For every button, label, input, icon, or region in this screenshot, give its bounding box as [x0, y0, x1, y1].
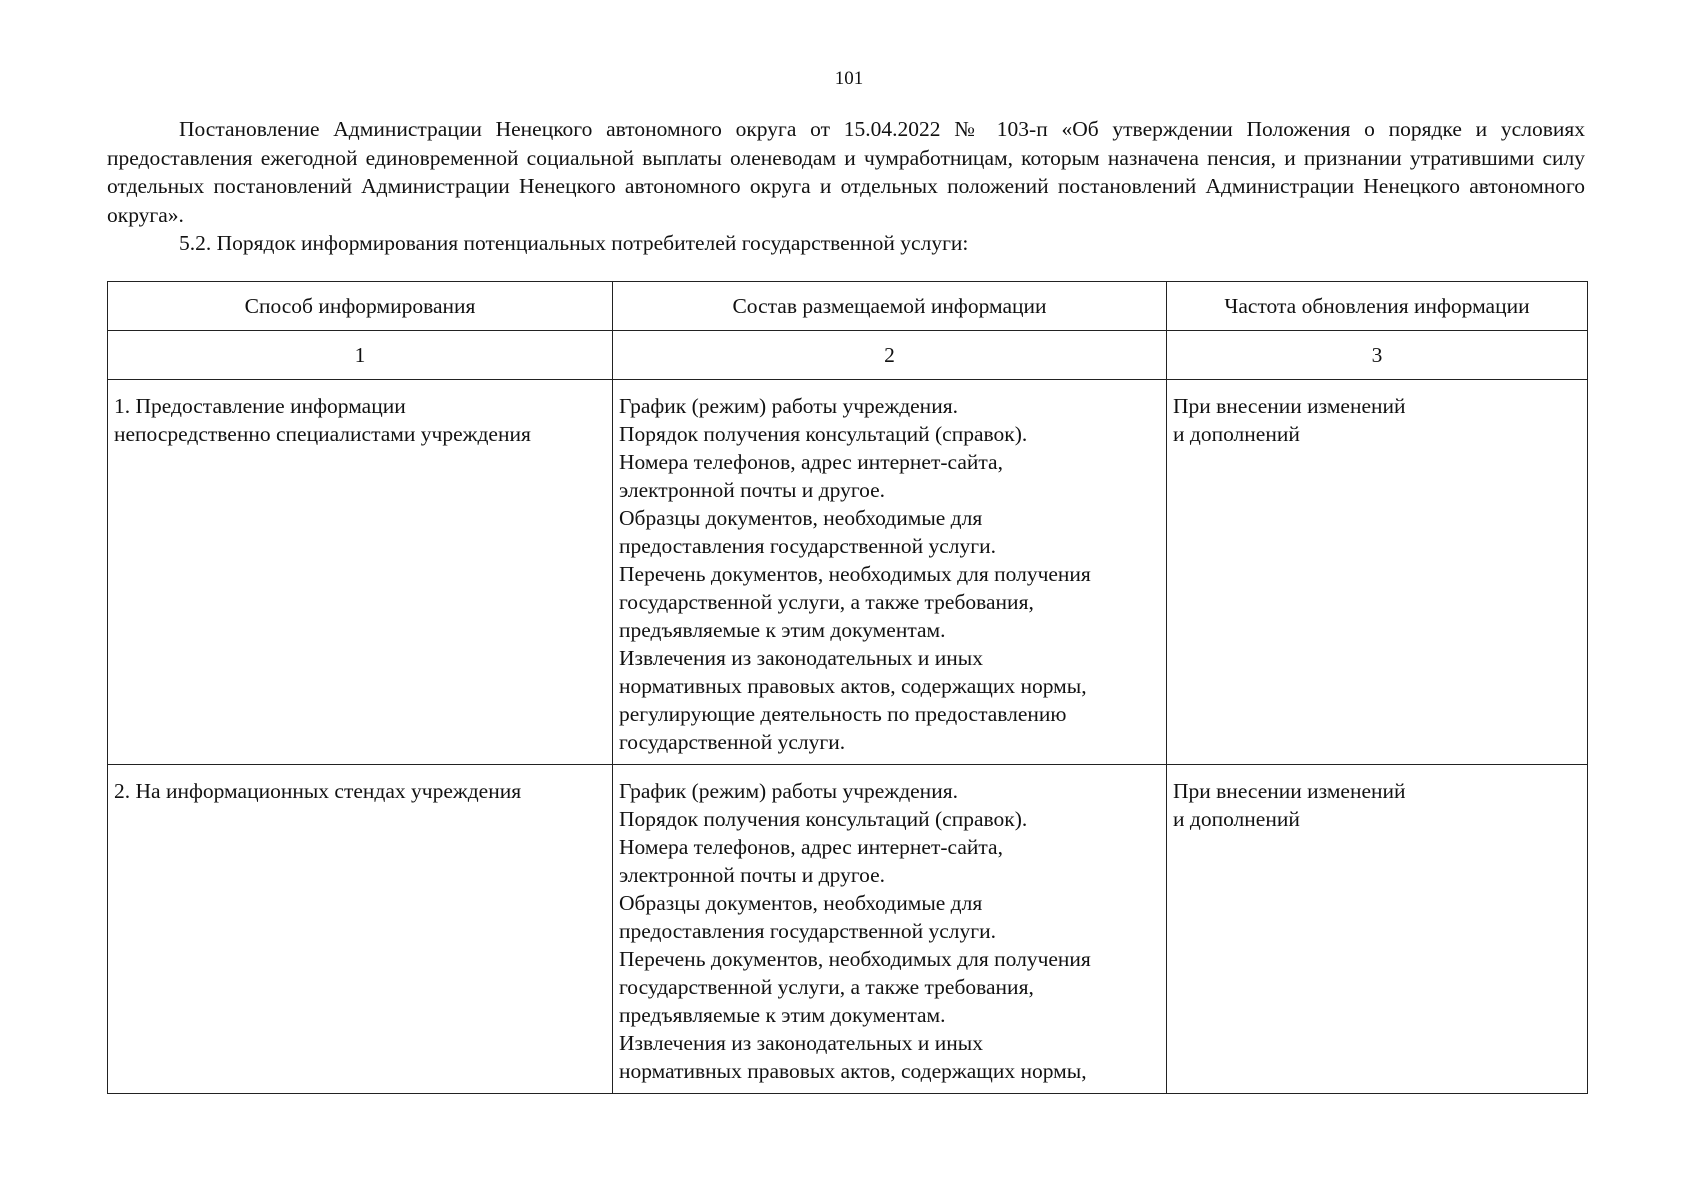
header-method: Способ информирования	[108, 282, 613, 331]
table-header-row	[108, 282, 1588, 331]
cell-line: государственной услуги.	[619, 730, 846, 754]
table-row	[108, 765, 1588, 1094]
column-number-2: 2	[613, 331, 1167, 380]
cell-frequency	[1167, 765, 1588, 1094]
column-number-1: 1	[108, 331, 613, 380]
cell-line: Извлечения из законодательных и иных	[619, 1031, 983, 1055]
cell-line: регулирующие деятельность по предоставлению	[619, 702, 1067, 726]
section-heading: 5.2. Порядок информирования потенциальных потребителей государственной услуги:	[179, 231, 969, 255]
cell-line: Перечень документов, необходимых для получения	[619, 947, 1091, 971]
cell-line: При внесении изменений	[1173, 779, 1406, 803]
cell-line: 1. Предоставление информации	[114, 394, 406, 418]
cell-line: Образцы документов, необходимые для	[619, 506, 983, 530]
cell-line: При внесении изменений	[1173, 394, 1406, 418]
cell-line: График (режим) работы учреждения.	[619, 394, 958, 418]
cell-content	[613, 380, 1167, 765]
cell-content	[613, 765, 1167, 1094]
cell-line: предъявляемые к этим документам.	[619, 1003, 946, 1027]
cell-method	[108, 765, 613, 1094]
cell-line: предоставления государственной услуги.	[619, 534, 996, 558]
cell-line: 2. На информационных стендах учреждения	[114, 779, 522, 803]
page-number: 101	[834, 68, 864, 89]
cell-line: Порядок получения консультаций (справок).	[619, 422, 1028, 446]
cell-line: Номера телефонов, адрес интернет-сайта,	[619, 450, 1003, 474]
cell-line: и дополнений	[1173, 422, 1300, 446]
table-row	[108, 380, 1588, 765]
cell-line: нормативных правовых актов, содержащих нормы,	[619, 674, 1087, 698]
cell-line: Порядок получения консультаций (справок).	[619, 807, 1028, 831]
cell-line: График (режим) работы учреждения.	[619, 779, 958, 803]
cell-line: электронной почты и другое.	[619, 478, 886, 502]
cell-line: непосредственно специалистами учреждения	[114, 422, 531, 446]
column-number-row	[108, 331, 1588, 380]
cell-line: электронной почты и другое.	[619, 863, 886, 887]
informing-table	[107, 281, 1588, 1094]
cell-line: предъявляемые к этим документам.	[619, 618, 946, 642]
cell-line: и дополнений	[1173, 807, 1300, 831]
cell-line: Образцы документов, необходимые для	[619, 891, 983, 915]
cell-line: нормативных правовых актов, содержащих нормы,	[619, 1059, 1087, 1083]
cell-line: Перечень документов, необходимых для получения	[619, 562, 1091, 586]
intro-paragraph: Постановление Администрации Ненецкого автономного округа от 15.04.2022 № 103-п «Об утверждении Положения о порядке и условиях предоставления ежегодной единовременной социальной выплаты оленеводам и чумработницам, которым назначена пенсия, и признании утратившими силу отдельных постановлений Администрации Ненецкого автономного округа и отдельных положений постановлений Администрации Ненецкого автономного округа».	[107, 117, 1585, 227]
cell-line: государственной услуги, а также требования,	[619, 590, 1034, 614]
header-frequency: Частота обновления информации	[1167, 282, 1588, 331]
intro-text	[107, 115, 1585, 258]
cell-line: государственной услуги, а также требования,	[619, 975, 1034, 999]
cell-frequency	[1167, 380, 1588, 765]
header-content: Состав размещаемой информации	[613, 282, 1167, 331]
cell-method	[108, 380, 613, 765]
column-number-3: 3	[1167, 331, 1588, 380]
cell-line: Номера телефонов, адрес интернет-сайта,	[619, 835, 1003, 859]
cell-line: Извлечения из законодательных и иных	[619, 646, 983, 670]
cell-line: предоставления государственной услуги.	[619, 919, 996, 943]
